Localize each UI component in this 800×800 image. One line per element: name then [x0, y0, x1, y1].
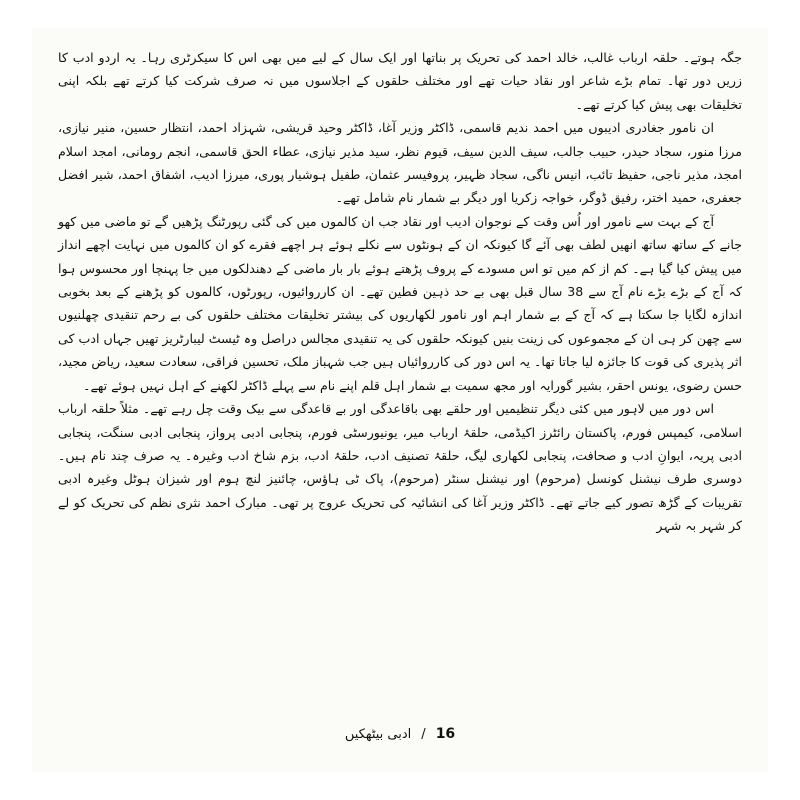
paragraph: جگہ ہوتے۔ حلقہ ارباب غالب، خالد احمد کی تحریک پر بناتھا اور ایک سال کے لیے میں بھی اس کا سیکرٹری رہا۔ یہ اردو ادب کا زریں دور تھا۔ تمام بڑے شاعر اور نقاد حیات تھے اور مختلف حلقوں کے اجلاسوں میں نہ صرف شرکت کیا کرتے تھے بلکہ اپنی تخلیقات بھی پیش کیا کرتے تھے۔ — [58, 50, 742, 112]
paragraph: اس دور میں لاہور میں کئی دیگر تنظیمیں اور حلقے بھی باقاعدگی اور بے قاعدگی سے بیک وقت چل رہے تھے۔ مثلاً حلقہ ارباب اسلامی، کیمپس فورم، پاکستان رائٹرز اکیڈمی، حلقۂ ارباب میر، یونیورسٹی فورم، پنجابی ادبی پرواز، پنجابی ادبی سنگت، پنجابی ادبی پریہ، ایوانِ ادب و صحافت، پنجابی لکھاری لیگ، حلقۂ تصنیف ادب، حلقۂ ادب، بزم شاخ ادب وغیرہ۔ یہ صرف چند نام ہیں۔ دوسری طرف نیشنل کونسل (مرحوم) اور نیشنل سنٹر (مرحوم)، پاک ٹی ہاؤس، چائنیز لنچ ہوم اور شیزان ہوٹل وغیرہ ادبی تقریبات کے گڑھ تصور کیے جاتے تھے۔ ڈاکٹر وزیر آغا کی انشائیہ کی تحریک عروج پر تھی۔ مبارک احمد نثری نظم کی تحریک کو لے کر شہر بہ شہر — [58, 401, 742, 534]
book-page — [32, 28, 768, 772]
page-number: 16 — [435, 726, 456, 742]
paragraph: آج کے بہت سے نامور اور اُس وقت کے نوجوان ادیب اور نقاد جب ان کالموں میں کی گئی رپورٹنگ پڑھیں گے تو ماضی میں کھو جانے کے ساتھ ساتھ انھیں لطف بھی آئے گا کیونکہ ان کے ہونٹوں سے نکلے ہوئے ہر اچھے فقرے کو ان کالموں میں نہایت اچھے انداز میں پیش کیا گیا ہے۔ کم از کم میں تو اس مسودے کے پروف پڑھتے ہوئے بار بار ماضی کے دھندلکوں میں جا پہنچا اور محسوس ہوا کہ آج کے بڑے بڑے نام آج سے 38 سال قبل بھی بے حد ذہین فطین تھے۔ ان کارروائیوں، رپورٹوں، کالموں کو پڑھنے کے بعد بخوبی اندازہ لگایا جا سکتا ہے کہ آج کے بے شمار اہم اور نامور لکھاریوں کی بیشتر تخلیقات مختلف حلقوں کی بے رحم تنقیدی چھلنیوں سے چھن کر ہی ان کے مجموعوں کی زینت بنیں کیونکہ حلقوں کی یہ تنقیدی مجالس دراصل وہ ٹیسٹ لیبارٹریز تھیں جہاں ادب کی اثر پذیری کی قوت کا جائزہ لیا جاتا تھا۔ یہ اس دور کی کارروائیاں ہیں جب شہباز ملک، تحسین فراقی، سعادت سعید، ریاض مجید، حسن رضوی، یونس احقر، بشیر گورایہ اور مجھ سمیت بے شمار اہل قلم اپنے نام سے پہلے ڈاکٹر لکھنے کے اہل نہیں ہوئے تھے۔ — [58, 213, 742, 393]
running-title: ادبی بیٹھکیں — [344, 726, 412, 742]
footer-separator: / — [421, 726, 426, 742]
paragraph: ان نامور جغادری ادیبوں میں احمد ندیم قاسمی، ڈاکٹر وزیر آغا، ڈاکٹر وحید قریشی، شہزاد احمد، انتظار حسین، منیر نیازی، مرزا منور، سجاد حیدر، حبیب جالب، سیف الدین سیف، قیوم نظر، سید مذیر نیازی، عطاء الحق قاسمی، انجم رومانی، امجد اسلام امجد، مذیر ناجی، حفیظ تائب، انیس ناگی، سجاد ظہیر، پروفیسر عثمان، طفیل ہوشیار پوری، میرزا ادیب، اشفاق احمد، شیر افضل جعفری، حمید اختر، رفیق ڈوگر، خواجہ زکریا اور دیگر بے شمار نام شامل تھے۔ — [58, 120, 742, 206]
page-footer — [32, 726, 768, 742]
body-text — [58, 46, 742, 538]
